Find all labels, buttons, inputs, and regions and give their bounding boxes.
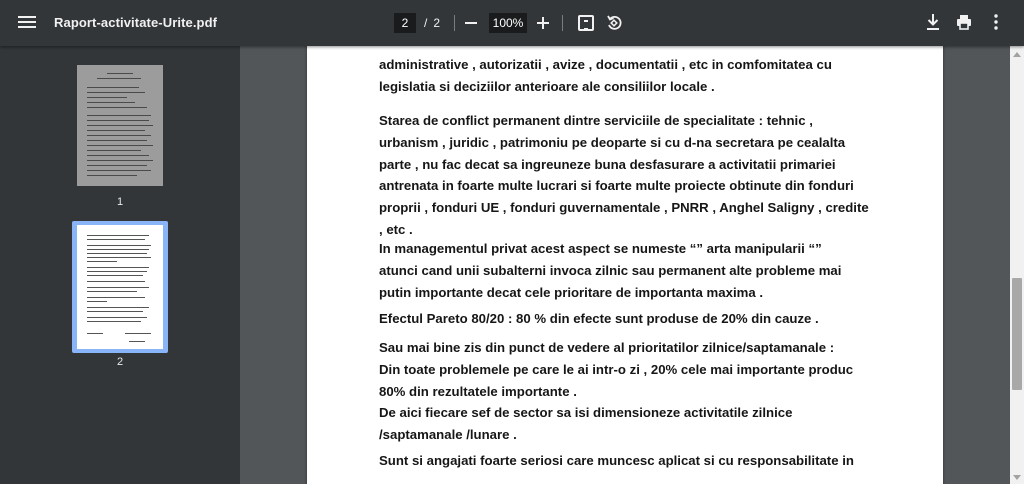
page-thumbnail-1[interactable] — [77, 65, 163, 186]
scroll-up-arrow-icon[interactable] — [1013, 52, 1021, 57]
document-title: Raport-activitate-Urite.pdf — [54, 15, 218, 30]
paragraph-7: Sunt si angajati foarte seriosi care muncesc aplicat si cu responsabilitate in — [379, 453, 854, 468]
paragraph-5: Sau mai bine zis din punct de vedere al prioritatilor zilnice/saptamanale : Din toate problemele pe care le ai intr-o zi , 20% cele mai importante produc 80% din rezultatele importante . — [379, 340, 854, 399]
paragraph-6: De aici fiecare sef de sector sa isi dimensioneze activitatile zilnice /saptamanale /lunare . — [379, 405, 793, 442]
thumbnail-label-2: 2 — [116, 356, 124, 368]
page-thumbnail-2[interactable] — [77, 225, 163, 349]
toolbar-divider — [562, 15, 563, 31]
more-options-icon[interactable] — [992, 13, 1000, 31]
zoom-level-input[interactable]: 100% — [489, 13, 527, 33]
menu-icon[interactable] — [17, 13, 37, 33]
download-icon[interactable] — [926, 13, 940, 31]
print-icon[interactable] — [956, 13, 972, 31]
scrollbar-thumb[interactable] — [1012, 278, 1022, 390]
page-separator: / — [424, 16, 428, 30]
total-pages: 2 — [433, 16, 441, 30]
document-viewer[interactable] — [240, 46, 1010, 484]
rotate-icon[interactable] — [606, 14, 622, 31]
paragraph-4: Efectul Pareto 80/20 : 80 % din efecte sunt produse de 20% din cauze . — [379, 311, 819, 326]
paragraph-2: Starea de conflict permanent dintre serviciile de specialitate : tehnic , urbanism , juridic , patrimoniu pe deoparte si cu d-na secretara pe cealalta parte , nu fac decat sa ingreuneze buna desfasurare a activitatii primariei antrenata in foarte multe lucrari si foarte multe proiecte obtinute din fonduri proprii , fonduri UE , fonduri guvernamentale , PNRR , Anghel Saligny , credite , etc . — [379, 113, 869, 237]
zoom-out-button[interactable] — [465, 22, 477, 24]
scroll-down-arrow-icon[interactable] — [1013, 475, 1021, 480]
fit-to-page-icon[interactable] — [578, 15, 594, 31]
paragraph-1: administrative , autorizatii , avize , documentatii , etc in comfomitatea cu legislatia si deciziilor anterioare ale consiliilor locale . — [379, 57, 832, 94]
zoom-in-button[interactable] — [537, 17, 549, 29]
paragraph-3: In managementul privat acest aspect se numeste “” arta manipularii “” atunci cand unii subalterni invoca zilnic sau permanent alte probleme mai putin importante decat cele prioritare de importanta maxima . — [379, 241, 842, 300]
page-navigation — [394, 12, 440, 34]
thumbnail-label-1: 1 — [116, 196, 124, 208]
vertical-scrollbar[interactable] — [1010, 46, 1024, 484]
pdf-toolbar — [0, 0, 1024, 46]
thumbnail-sidebar — [0, 46, 240, 484]
pdf-page — [307, 46, 943, 484]
toolbar-divider — [454, 15, 455, 31]
current-page-input[interactable]: 2 — [394, 13, 416, 33]
